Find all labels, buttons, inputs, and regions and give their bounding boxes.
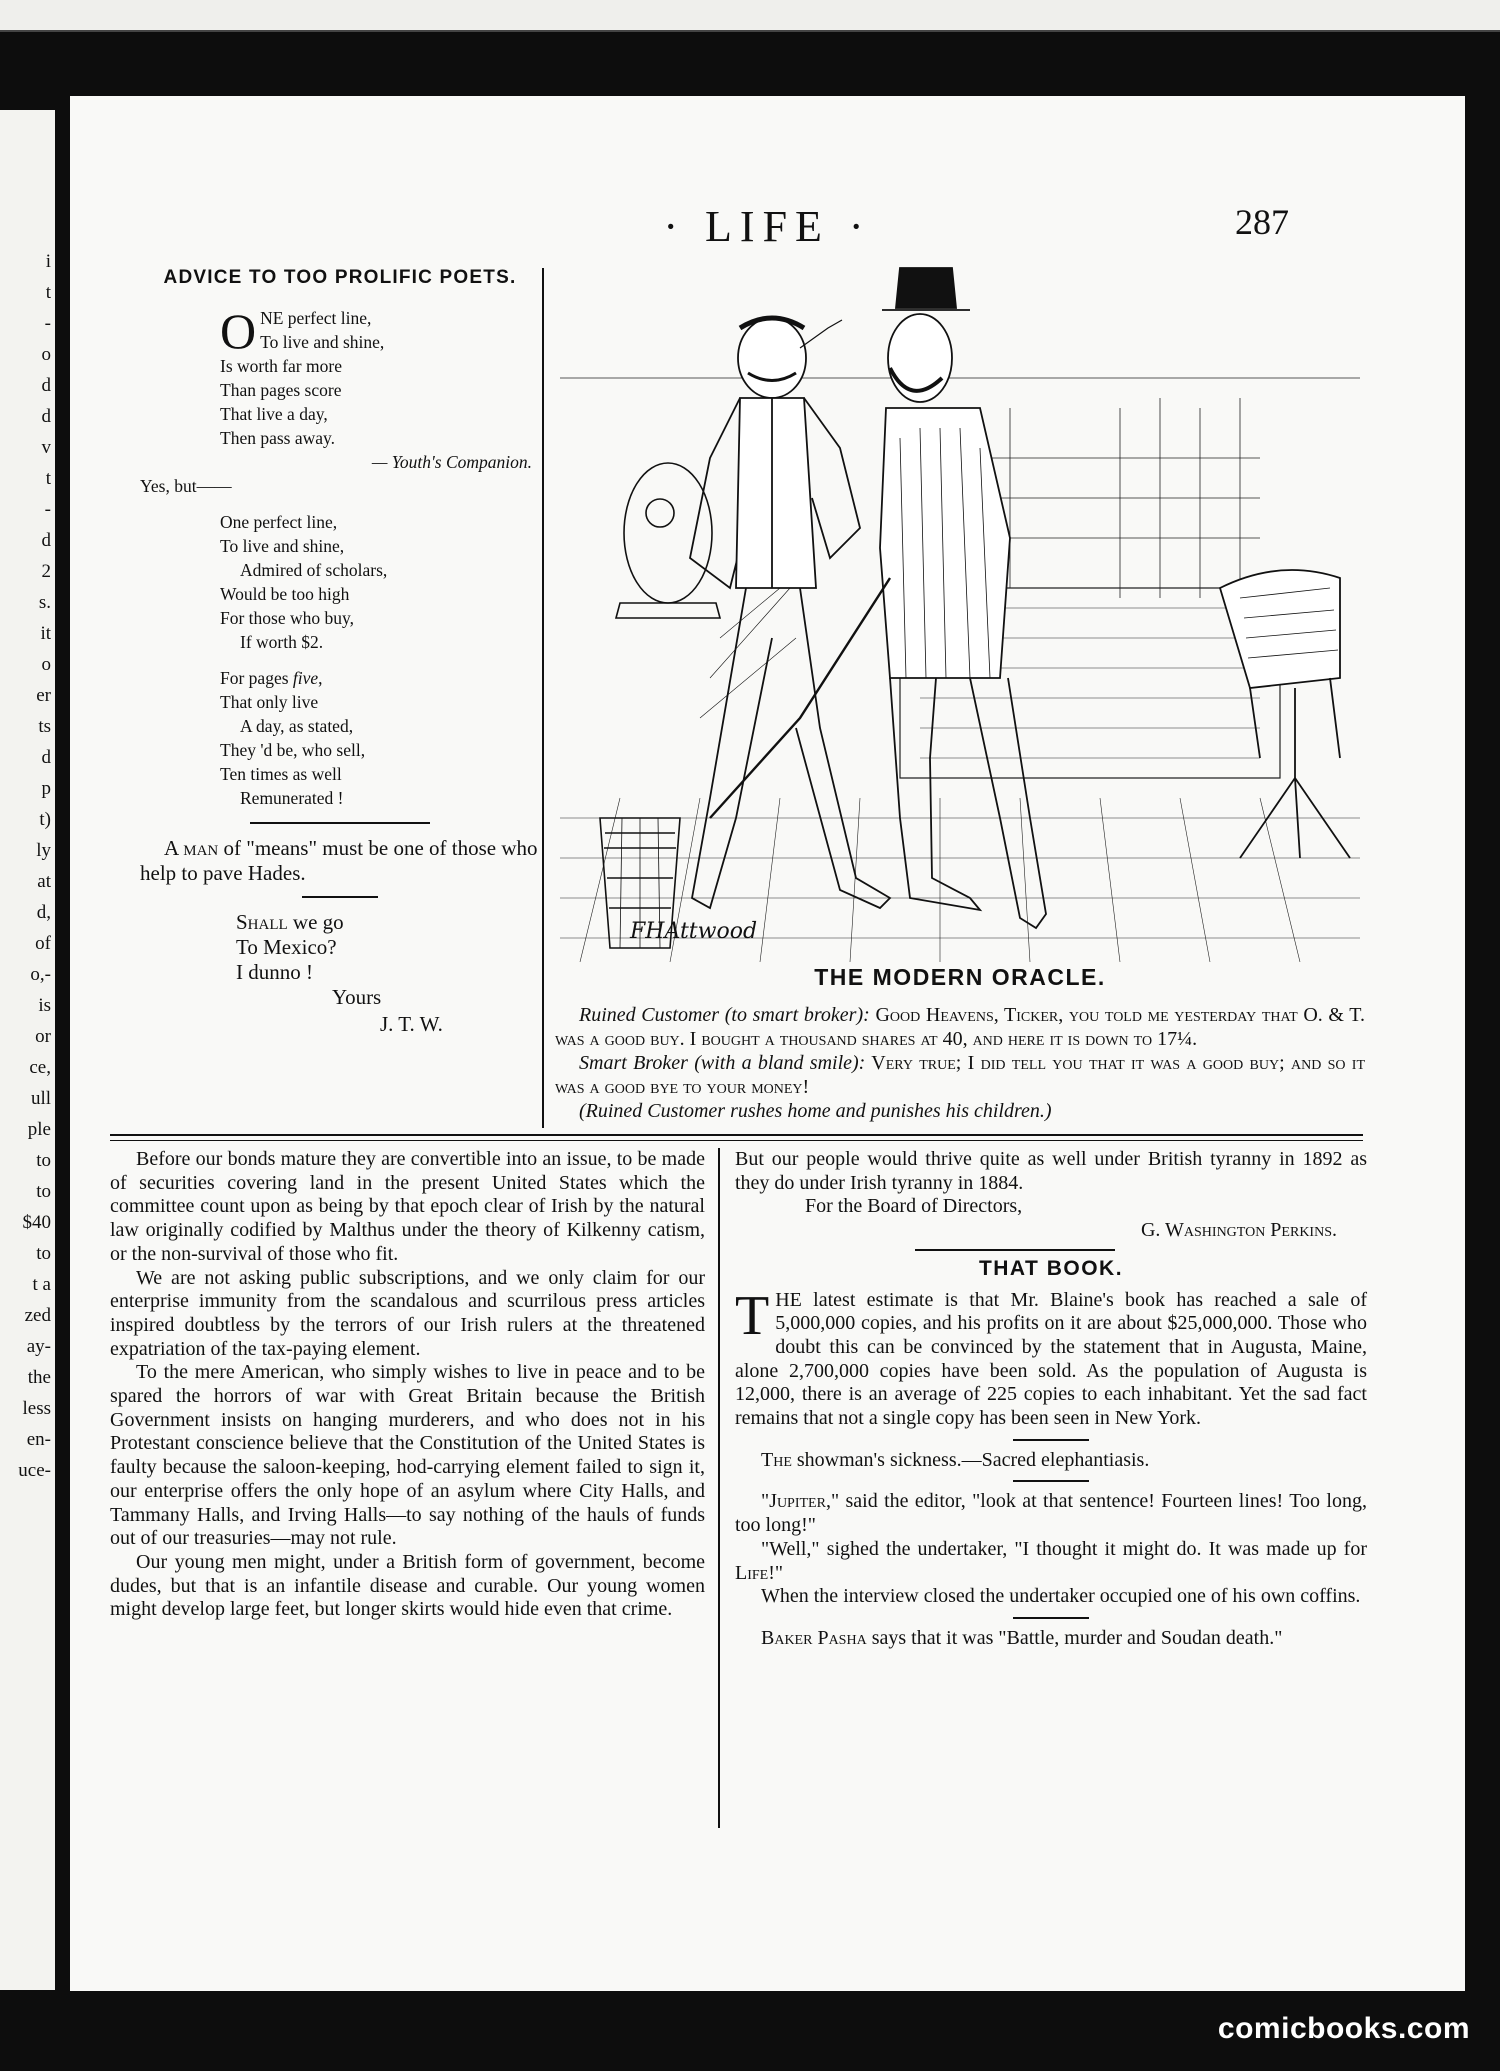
small-caps-lead: "Jupiter," — [761, 1490, 840, 1513]
poem-line: Than pages score — [220, 380, 342, 400]
divider — [1013, 1480, 1089, 1482]
closing-line: To Mexico? — [236, 935, 337, 959]
prev-page-fragment: en- — [26, 1429, 51, 1450]
poem-text: , — [318, 668, 323, 688]
glass-dome — [624, 463, 712, 603]
article-right-column — [735, 1148, 1367, 1651]
poem-line: Remunerated ! — [240, 788, 344, 808]
poem-advice-to-poets — [140, 266, 540, 1037]
prev-page-fragment: to — [36, 1150, 51, 1171]
quip-text: says that it was "Battle, murder and Soudan death." — [866, 1626, 1283, 1649]
stage-direction: (with a bland smile): — [694, 1052, 866, 1074]
prev-page-fragment: or — [35, 1026, 51, 1047]
small-caps-lead: The — [761, 1448, 792, 1471]
poem-title: ADVICE TO TOO PROLIFIC POETS. — [163, 267, 517, 288]
closing-text: we go — [287, 910, 344, 934]
section-rule — [110, 1140, 1363, 1141]
prev-page-fragment: d — [41, 530, 51, 551]
small-caps-lead: A man — [164, 836, 219, 860]
cartoon-caption — [555, 1003, 1365, 1123]
top-hat — [896, 268, 956, 308]
that-book-text: HE latest estimate is that Mr. Blaine's book has reached a sale of 5,000,000 copies, and his profits on it are about $25,000,000. Those who doubt this can be convinced by the statement that in Augusta, Maine, alone 2,700,000 copies have been sold. As the population of Augusta is 12,000, there is an average of 225 copies to each inhabitant. Yet the sad fact remains that not a single copy has been seen in New York. — [735, 1288, 1367, 1430]
stage-direction: (Ruined Customer rushes home and punishes his children.) — [579, 1100, 1052, 1122]
epigram-means — [140, 836, 540, 886]
prev-page-fragment: o — [41, 344, 51, 365]
prev-page-fragment: o,- — [30, 964, 51, 985]
caption-line-broker — [555, 1051, 1365, 1099]
reply-text: !" — [768, 1561, 784, 1584]
divider — [250, 822, 430, 824]
divider — [915, 1249, 1115, 1251]
prev-page-fragment: d — [41, 406, 51, 427]
anecdote-text: said the editor, "look at that sentence! Fourteen lines! Too long, too long!" — [735, 1490, 1367, 1537]
scan-top-edge — [0, 0, 1500, 32]
prev-page-fragment: it — [40, 623, 51, 644]
prev-page-fragment: s. — [38, 592, 51, 613]
prev-page-fragment: less — [22, 1398, 51, 1419]
poem-line: Would be too high — [220, 584, 350, 604]
drop-cap: T — [735, 1284, 770, 1347]
chair — [1220, 570, 1350, 858]
poem-emphasis: five — [292, 668, 319, 688]
poem-line: A day, as stated, — [240, 716, 354, 736]
poem-line: One perfect line, — [220, 512, 338, 532]
article-continuation: But our people would thrive quite as well under British tyranny in 1892 as they do under Irish tyranny in 1884. — [735, 1148, 1367, 1194]
prev-page-fragment: p — [41, 778, 51, 799]
page-number: 287 — [1235, 202, 1289, 242]
article-board: For the Board of Directors, — [805, 1195, 1023, 1218]
prev-page-fragment: at — [37, 871, 51, 892]
prev-page-fragment: d — [41, 375, 51, 396]
artist-signature: FHAttwood — [630, 919, 758, 944]
prev-page-fragment: er — [36, 685, 51, 706]
poem-line: Admired of scholars, — [240, 560, 388, 580]
prev-page-fragment: zed — [24, 1305, 51, 1326]
article-paragraph: We are not asking public subscriptions, and we only claim for our enterprise immunity from the scandalous and scurrilous press articles inspired doubtless by the terrors of our Irish rulers at the threatened expatriation of the tax-paying element. — [110, 1266, 705, 1360]
cane — [710, 578, 890, 818]
dialogue: Good Heavens, Ticker, you told me yesterday that O. & T. was a good buy. I bought a thousand shares at 40, and here it is down to 17¼. — [555, 1004, 1366, 1050]
prev-page-fragment: ay- — [26, 1336, 51, 1357]
jupiter-anecdote — [735, 1490, 1367, 1537]
quip-text: showman's sickness.—Sacred elephantiasis. — [791, 1448, 1150, 1471]
prev-page-fragment: d, — [36, 902, 51, 923]
article-paragraph: Before our bonds mature they are convertible into an issue, to be made of securities covering land in the present United States which the committee count upon as being by that epoch clear of Irish by the natural law originally codified by Malthus under the theory of Kilkenny catism, or the non-survival of those who fit. — [110, 1148, 705, 1265]
cartoon-illustration — [560, 258, 1360, 962]
prev-page-fragment: v — [41, 437, 51, 458]
article-paragraph: To the mere American, who simply wishes to live in peace and to be spared the horrors of war with Great Britain because the British Government insists on hanging murderers, and who does not in his Protestant conscience believe that the Constitution of the United States is faulty because the saloon-keeping, hod-carrying element failed to sign it, our enterprise offers the only hope of an asylum where City Halls, and Tammany Halls, and Irving Halls—to say nothing of the hauls of funds out of our treasuries—may not rule. — [110, 1361, 705, 1550]
poem-line: To live and shine, — [260, 332, 385, 352]
poem-line: Then pass away. — [220, 428, 336, 448]
prev-page-fragment: 2 — [41, 561, 51, 582]
poem-line: Ten times as well — [220, 764, 342, 784]
speaker-customer: Ruined Customer — [579, 1004, 720, 1026]
prev-page-fragment: ts — [38, 716, 51, 737]
watermark: comicbooks.com — [1217, 2012, 1470, 2045]
divider — [1013, 1617, 1089, 1619]
prev-page-fragment: t — [45, 468, 51, 489]
poem-line: They 'd be, who sell, — [220, 740, 366, 760]
magazine-page — [70, 96, 1465, 1991]
prev-page-fragment: of — [35, 933, 51, 954]
closing-line: I dunno ! — [236, 960, 313, 984]
that-book-body — [735, 1284, 1367, 1431]
poem-attribution: — Youth's Companion. — [371, 452, 532, 472]
prev-page-fragment: uce- — [18, 1460, 51, 1481]
showman-quip — [735, 1449, 1367, 1473]
prev-page-fragment: - — [44, 313, 51, 334]
previous-page-edge — [0, 110, 55, 1990]
prev-page-fragment: - — [44, 499, 51, 520]
poem-line — [140, 666, 540, 690]
undertaker-close: When the interview closed the undertaker occupied one of his own coffins. — [761, 1585, 1361, 1608]
caption-stage — [555, 1099, 1365, 1123]
dialogue: Very true; I did tell you that it was a good buy; and so it was a good bye to your money! — [555, 1052, 1366, 1098]
life-mention: Life — [735, 1561, 769, 1584]
prev-page-fragment: ce, — [29, 1057, 51, 1078]
poem-line: That only live — [220, 692, 319, 712]
speaker-broker: Smart Broker — [579, 1052, 688, 1074]
poem-line: Is worth far more — [220, 356, 342, 376]
stage-direction: (to smart broker): — [724, 1004, 870, 1026]
prev-page-fragment: d — [41, 747, 51, 768]
prev-page-fragment: is — [38, 995, 51, 1016]
poem-line: That live a day, — [220, 404, 328, 424]
that-book-title: THAT BOOK. — [978, 1256, 1124, 1280]
prev-page-fragment: $40 — [22, 1212, 51, 1233]
poem-line: If worth $2. — [240, 632, 324, 652]
drop-cap: O — [220, 303, 257, 359]
prev-page-fragment: to — [36, 1243, 51, 1264]
poem-interjection: Yes, but—— — [140, 476, 232, 496]
article-paragraph: Our young men might, under a British form of government, become dudes, but that is an infantile disease and curable. Our young women might develop large feet, but longer skirts would hide even that crime. — [110, 1550, 705, 1621]
prev-page-fragment: o — [41, 654, 51, 675]
small-caps-lead: Shall — [236, 910, 288, 934]
section-rule — [110, 1134, 1363, 1136]
epigram-text: of "means" must be one of those who help to pave Hades. — [140, 836, 538, 885]
baker-pasha-quip — [735, 1627, 1367, 1651]
closing-line: Yours — [332, 985, 382, 1009]
closing-line — [140, 910, 540, 935]
poem-line: NE perfect line, — [260, 308, 372, 328]
caption-line-customer — [555, 1003, 1365, 1051]
prev-page-fragment: t) — [39, 809, 51, 830]
reply-text: "Well," sighed the undertaker, "I thought it might do. It was made up for — [761, 1537, 1367, 1560]
customer-figure — [690, 318, 890, 908]
small-caps-lead: Baker Pasha — [761, 1626, 867, 1649]
divider — [302, 896, 378, 898]
prev-page-fragment: i — [45, 251, 51, 272]
poem-text: For pages — [220, 668, 293, 688]
article-left-column — [110, 1148, 705, 1622]
column-rule — [718, 1148, 720, 1828]
prev-page-fragment: t — [45, 282, 51, 303]
poem-line: To live and shine, — [220, 536, 345, 556]
prev-page-fragment: ull — [30, 1088, 51, 1109]
prev-page-fragment: t a — [32, 1274, 51, 1295]
divider — [1013, 1439, 1089, 1441]
undertaker-reply — [735, 1538, 1367, 1585]
cartoon-title: THE MODERN ORACLE. — [814, 964, 1106, 990]
signature-jtw: J. T. W. — [380, 1012, 443, 1036]
article-signer: G. Washington Perkins. — [1140, 1219, 1337, 1242]
masthead: · LIFE · — [663, 202, 872, 251]
prev-page-fragment: ly — [36, 840, 51, 861]
prev-page-fragment: ple — [27, 1119, 51, 1140]
prev-page-fragment: to — [36, 1181, 51, 1202]
prev-page-fragment: the — [27, 1367, 51, 1388]
poem-line: For those who buy, — [220, 608, 355, 628]
column-rule — [542, 268, 544, 1128]
